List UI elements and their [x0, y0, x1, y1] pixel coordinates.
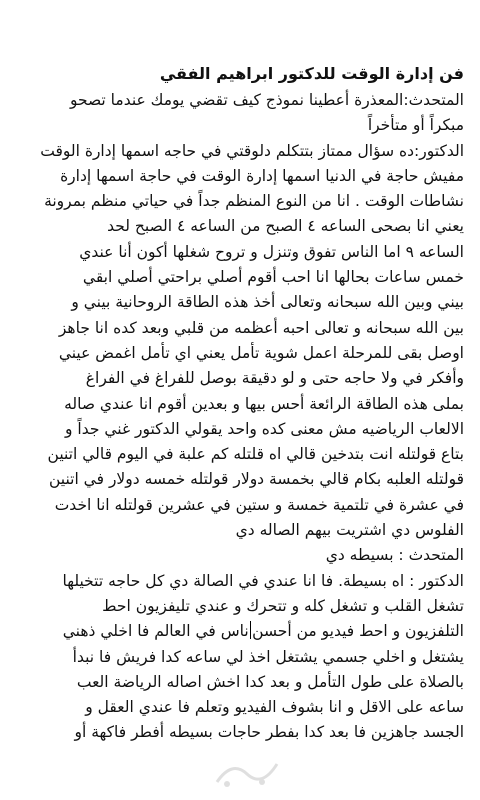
- text-line: في عشرة في تلتمية خمسة و ستين في عشرين قولتله انا اخدت: [54, 495, 464, 514]
- text-line: قولتله العلبه بكام قالي بخمسة دولار قولتله خمسه دولار في اتنين: [48, 470, 464, 489]
- text-line: بملى هذه الطاقة الرائعة أحس بيها و بعدين أقوم انا عندي صاله: [64, 394, 464, 413]
- text-line: خمس ساعات بحالها انا احب أقوم أصلي براحتي أصلي ابقي: [82, 268, 464, 287]
- text-line: ساعه على الاقل و انا بشوف الفيديو وتعلم فا عندي العقل و: [85, 698, 464, 717]
- text-line: الدكتور : اه بسيطة. فا انا عندي في الصالة دي كل حاجه تتخيلها: [62, 571, 464, 590]
- text-line: مبكراً أو متأخراً: [367, 116, 464, 135]
- text-line: بيني وبين الله سبحانه وتعالى أخذ هذه الطاقة الروحانية بيني و: [71, 293, 464, 312]
- text-line: مفيش حاجة في الدنيا اسمها إدارة الوقت في حاجة اسمها إدارة: [60, 166, 464, 185]
- text-line: الساعه ٩ اما الناس تفوق وتنزل و تروح شغلها أكون أنا عندي: [79, 242, 464, 261]
- text-segment: التلفزيون و احط فيديو من أحسن: [252, 622, 464, 641]
- document-title: فن إدارة الوقت للدكتور ابراهيم الفقي: [159, 64, 464, 83]
- text-line: يعني انا بصحى الساعه ٤ الصبح من الساعه ٤ الصبح لحد: [107, 217, 464, 236]
- text-line: وأفكر في ولا حاجه حتى و لو دقيقة بوصل للفراغ في الفراغ: [85, 369, 464, 388]
- text-line: بين الله سبحانه و تعالى احبه أعظمه من قلبي وبعد كده انا جاهز: [58, 318, 464, 337]
- text-cursor: [250, 621, 252, 639]
- speaker-question-1: [14, 88, 464, 139]
- text-line: يشتغل و اخلي جسمي يشتغل اخذ لي ساعه كدا فريش فا نبدأ: [72, 647, 464, 666]
- text-line: بتاع قولتله انت بتدخين قالي اه قلتله كم علبة في اليوم قالي اتنين: [47, 445, 464, 464]
- text-line-with-cursor[interactable]: [14, 619, 464, 644]
- text-line: بالصلاة على طول التأمل و بعد كدا اخش اصاله الرياضة العب: [76, 672, 464, 691]
- watermark-logo-icon: [212, 752, 282, 792]
- text-line: الالعاب الرياضيه مش معنى كده واحد يقولي الدكتور غني جداً و: [64, 419, 464, 438]
- text-line: الدكتور:ده سؤال ممتاز بتتكلم دلوقتي في حاجه اسمها إدارة الوقت: [40, 141, 464, 160]
- doctor-answer-1: [14, 139, 464, 544]
- doctor-answer-2: [14, 569, 464, 746]
- text-line: اوصل بقى للمرحلة اعمل شوية تأمل يعني اي تأمل اغمض عيني: [58, 343, 464, 362]
- text-line: تشغل القلب و تشغل كله و تتحرك و عندي تليفزيون احط: [102, 596, 464, 615]
- text-line: نشاطات الوقت . انا من النوع المنظم جداً في حياتي منظم بمرونة: [44, 192, 464, 211]
- speaker-question-2: المتحدث : بسيطه دي: [325, 546, 464, 565]
- text-line: الفلوس دي اشتريت بيهم الصاله دي: [235, 521, 464, 540]
- text-line: الجسد جاهزين فا بعد كدا بفطر حاجات بسيطه أفطر فاكهة أو: [74, 723, 464, 742]
- text-line: المتحدث:المعذرة أعطينا نموذج كيف تقضي يومك عندما تصحو: [69, 91, 464, 109]
- text-segment: ناس في العالم فا اخلي ذهني: [62, 622, 249, 641]
